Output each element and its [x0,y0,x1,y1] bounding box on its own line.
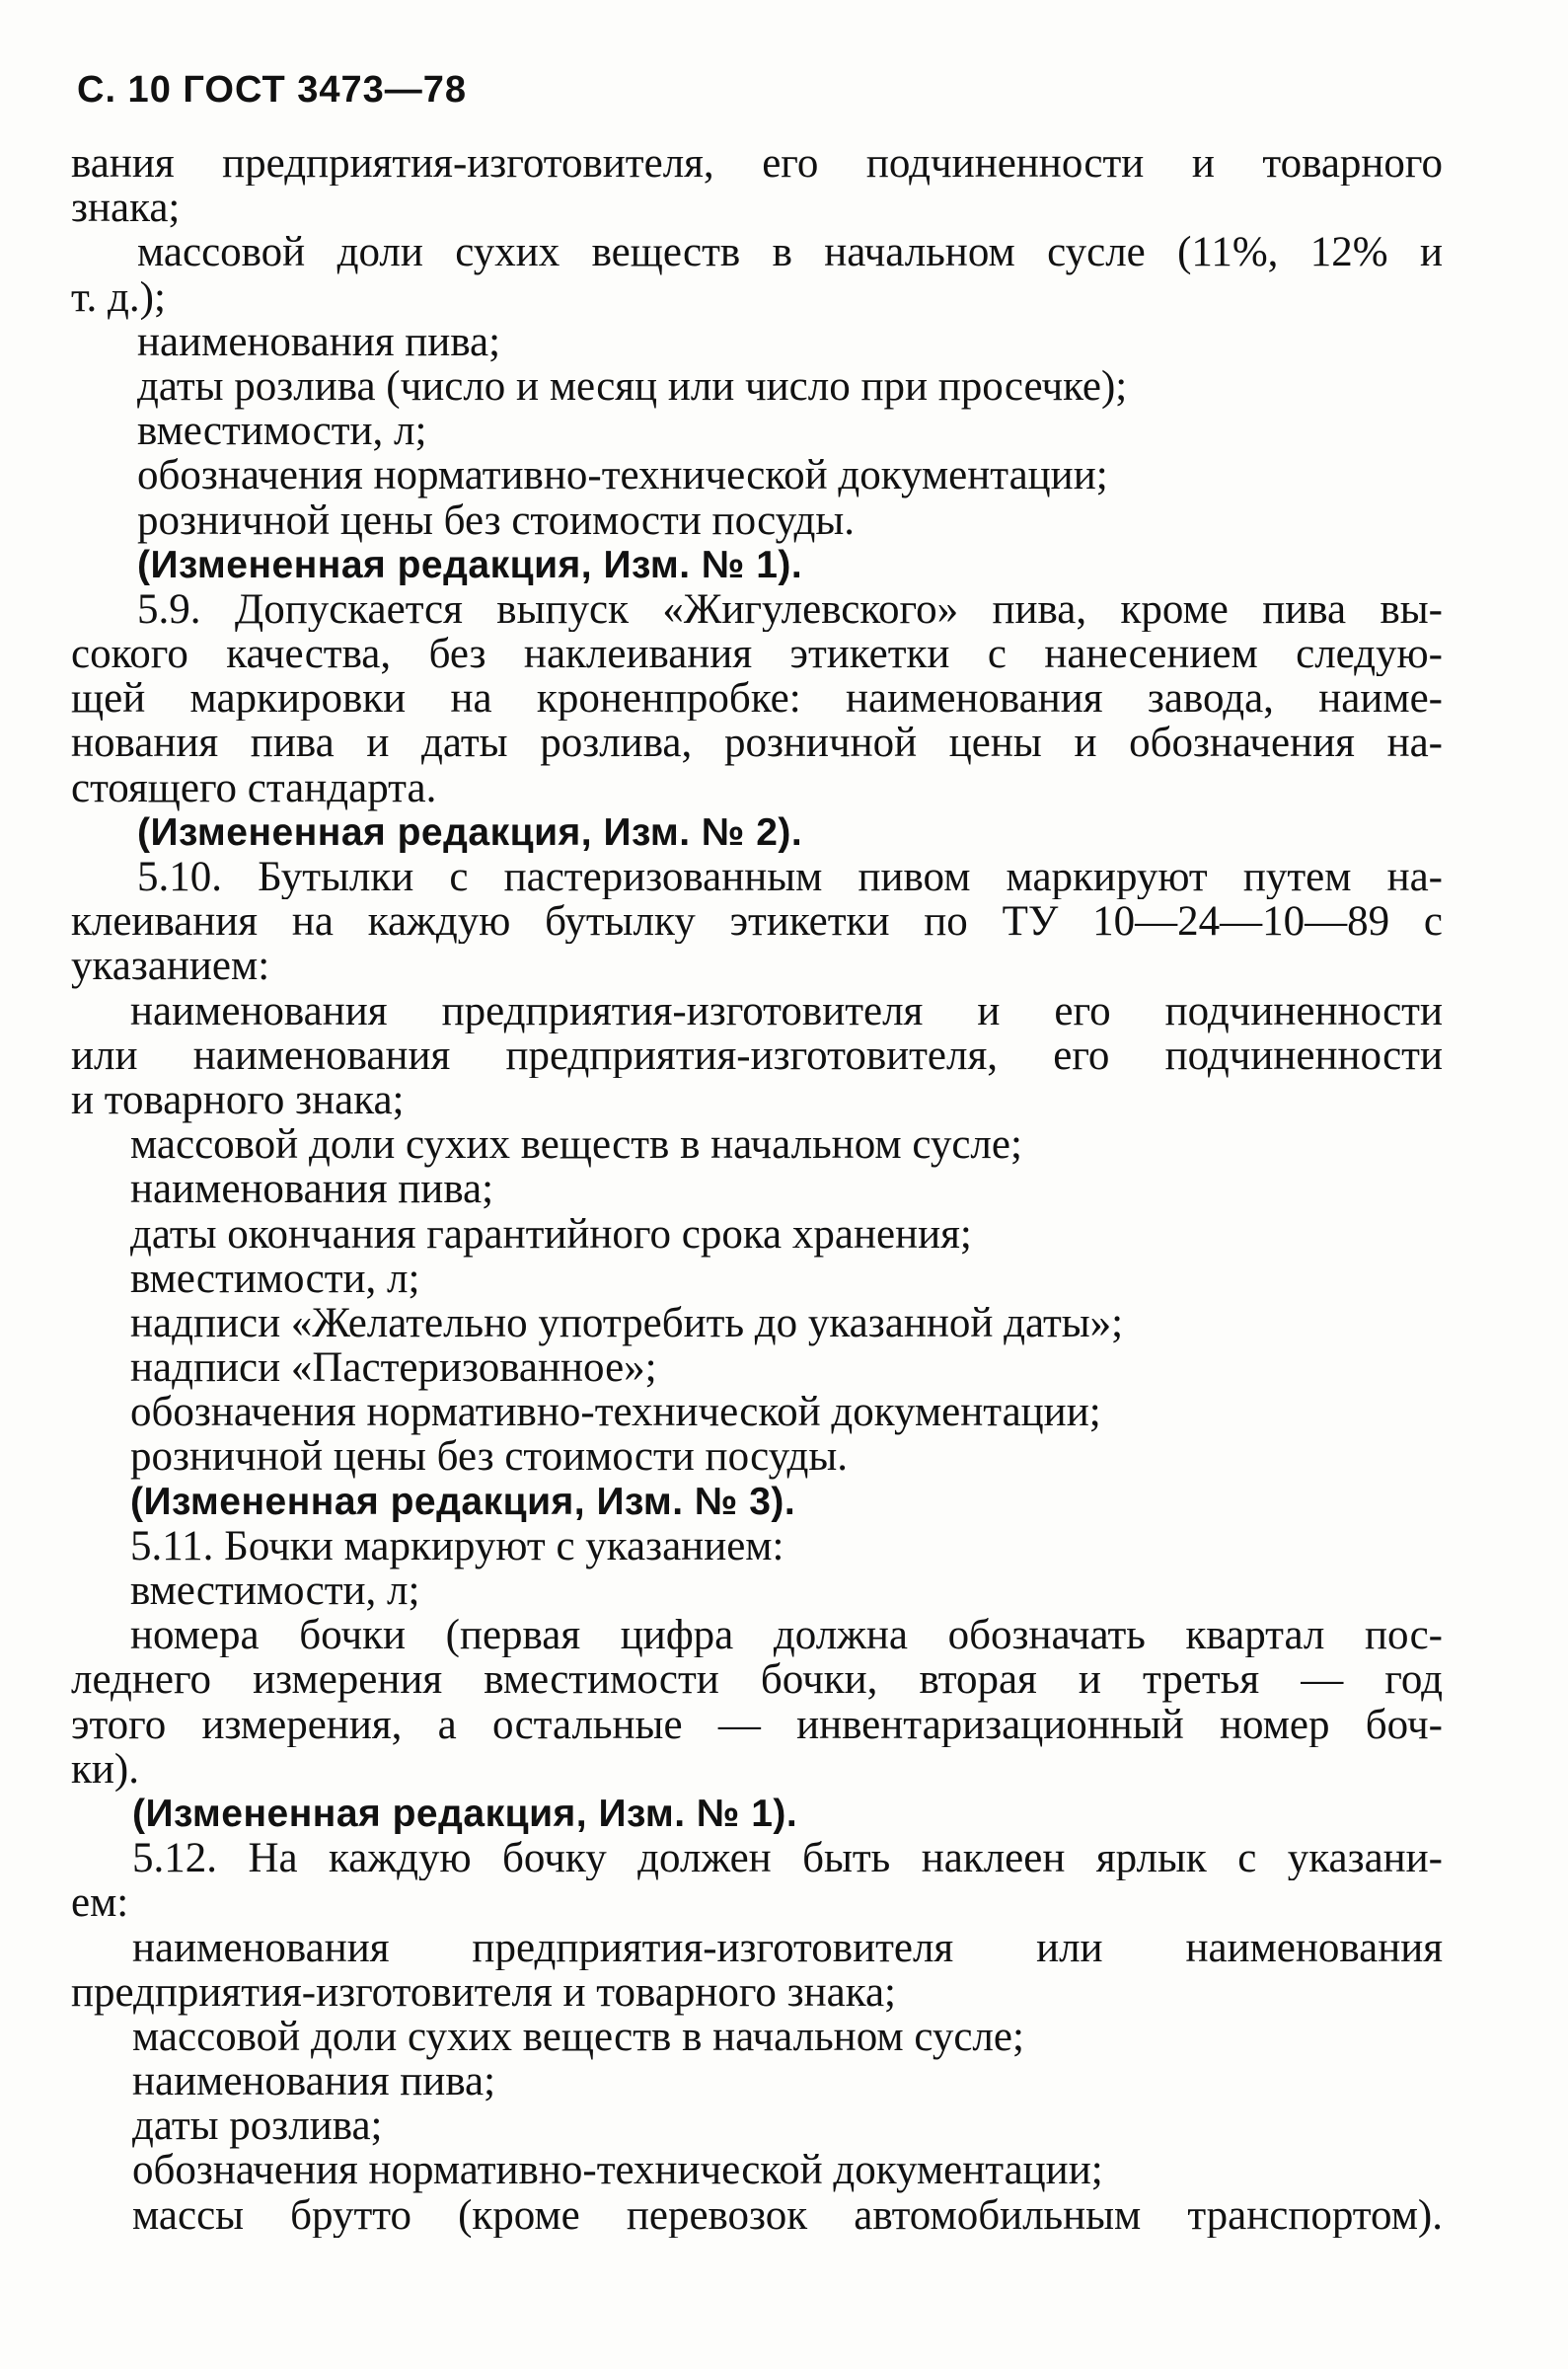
amendment-note-line: (Измененная редакция, Изм. № 2). [137,810,803,854]
text-line: стоящего стандарта. [71,764,437,811]
text-line: наименования пива; [137,318,501,365]
text-line: даты розлива (число и месяц или число при просечке); [137,362,1128,410]
text-line: и товарного знака; [71,1076,405,1123]
text-line: обозначения нормативно-технической документации; [132,2147,1103,2194]
text-line: указанием: [71,943,270,990]
amendment-note-line: (Измененная редакция, Изм. № 1). [137,543,803,586]
text-line: обозначения нормативно-технической документации; [130,1389,1101,1436]
text-line: знака; [71,185,181,232]
text-line: ем: [71,1879,129,1927]
text-line: 5.11. Бочки маркируют с указанием: [130,1522,784,1569]
text-line: массы брутто (кроме перевозок автомобильным транспортом). [132,2192,1443,2238]
amendment-note-line: (Измененная редакция, Изм. № 1). [132,1792,798,1835]
text-line: наименования пива; [132,2058,496,2105]
text-line: даты окончания гарантийного срока хранения; [130,1210,972,1258]
text-line: нования пива и даты розлива, розничной цены и обозначения на- [71,721,1443,766]
text-line: надписи «Пастеризованное»; [130,1344,657,1392]
text-line: предприятия-изготовителя и товарного знака; [71,1968,897,2016]
text-line: наименования предприятия-изготовителя или наименования [132,1925,1443,1970]
text-line: леднего измерения вместимости бочки, вторая и третья — год [71,1657,1443,1703]
text-line: массовой доли сухих веществ в начальном сусле; [132,2013,1024,2060]
text-line: вместимости, л; [130,1567,420,1614]
text-line: щей маркировки на кроненпробке: наименования завода, наиме- [71,676,1443,722]
text-line: наименования пива; [130,1166,494,1213]
amendment-note-line: (Измененная редакция, Изм. № 3). [130,1480,796,1523]
text-line: вместимости, л; [130,1255,420,1302]
text-line: надписи «Желательно употребить до указанной даты»; [130,1299,1124,1346]
text-line: этого измерения, а остальные — инвентаризационный номер боч- [71,1702,1443,1747]
text-line: ки). [71,1745,139,1793]
text-line: розничной цены без стоимости посуды. [137,497,855,544]
text-line: номера бочки (первая цифра должна обозначать квартал пос- [130,1613,1443,1658]
text-line: сокого качества, без наклеивания этикетки с нанесением следую- [71,632,1443,677]
text-line: 5.12. На каждую бочку должен быть наклеен ярлык с указани- [132,1836,1443,1881]
document-body [71,141,1443,2238]
text-line: или наименования предприятия-изготовителя, его подчиненности [71,1032,1443,1078]
text-line: розничной цены без стоимости посуды. [130,1433,848,1481]
text-line: массовой доли сухих веществ в начальном сусле (11%, 12% и [137,230,1443,275]
text-line: клеивания на каждую бутылку этикетки по ТУ 10—24—10—89 с [71,899,1443,945]
text-line: вания предприятия-изготовителя, его подчиненности и товарного [71,141,1443,187]
text-line: даты розлива; [132,2102,383,2150]
text-line: т. д.); [71,273,166,321]
text-line: обозначения нормативно-технической документации; [137,452,1108,499]
text-line: массовой доли сухих веществ в начальном сусле; [130,1121,1022,1169]
text-line: вместимости, л; [137,408,427,455]
text-line: 5.10. Бутылки с пастеризованным пивом маркируют путем на- [137,855,1443,900]
page-header: С. 10 ГОСТ 3473—78 [77,69,468,111]
text-line: 5.9. Допускается выпуск «Жигулевского» пива, кроме пива вы- [137,586,1443,633]
text-line: наименования предприятия-изготовителя и его подчиненности [130,988,1443,1033]
